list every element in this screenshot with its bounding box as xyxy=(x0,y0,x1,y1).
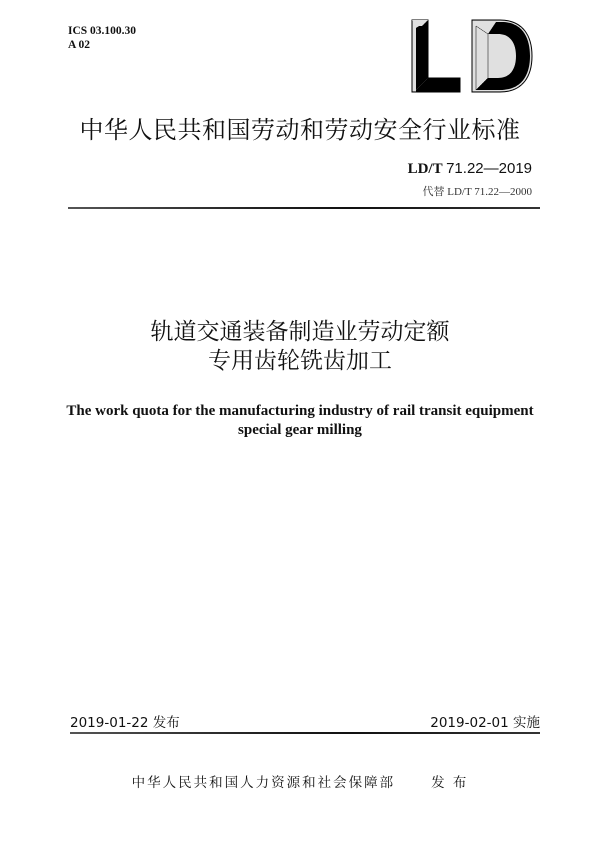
ics-code: ICS 03.100.30 xyxy=(68,25,137,37)
chinese-title xyxy=(0,318,600,376)
issuer-name: 中华人民共和国人力资源和社会保障部 xyxy=(131,775,396,791)
english-title-line2: special gear milling xyxy=(238,422,362,438)
standard-number-value: 71.22—2019 xyxy=(446,160,532,177)
issue-date: 2019-01-22 发布 xyxy=(70,715,180,731)
classification-codes xyxy=(68,24,136,52)
bottom-divider xyxy=(70,732,540,734)
replaces-standard: 代替 LD/T 71.22—2000 xyxy=(422,186,532,198)
issuer xyxy=(0,771,600,791)
issuer-action: 发 布 xyxy=(431,775,469,791)
standard-prefix: LD/T xyxy=(407,161,443,177)
class-code: A 02 xyxy=(68,39,91,51)
org-title: 中华人民共和国劳动和劳动安全行业标准 xyxy=(79,116,521,144)
english-title xyxy=(0,402,600,440)
chinese-title-line1: 轨道交通装备制造业劳动定额 xyxy=(150,319,450,345)
ld-logo-icon xyxy=(408,18,534,94)
effective-date: 2019-02-01 实施 xyxy=(430,715,540,731)
chinese-title-line2: 专用齿轮铣齿加工 xyxy=(208,348,392,374)
english-title-line1: The work quota for the manufacturing industry of rail transit equipment xyxy=(66,403,534,419)
standard-number xyxy=(408,160,532,178)
top-divider xyxy=(68,207,540,209)
